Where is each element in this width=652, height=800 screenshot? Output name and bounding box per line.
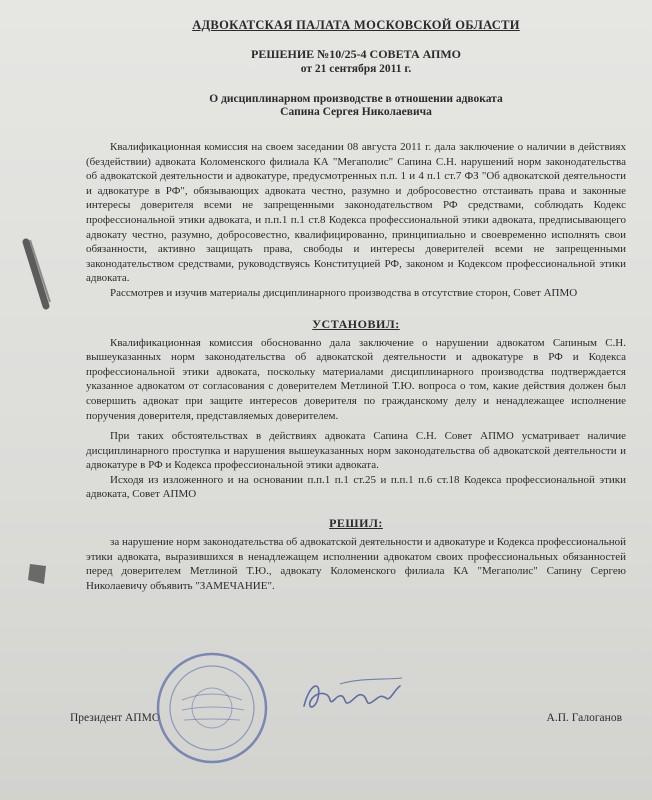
subject-line-2: Сапина Сергея Николаевича xyxy=(280,106,432,118)
round-seal-stamp xyxy=(152,648,272,768)
president-name: А.П. Галоганов xyxy=(546,712,622,724)
decided-paragraph: за нарушение норм законодательства об адвокатской деятельности и адвокатуре и Кодекса профессиональной этики адвоката, выразившихся в ненадлежащем исполнении адвокатом своих профессиональных обязанностей перед доверителем Метлиной Т.Ю., адвокату Коломенского филиала КА "Мегаполис" Сапину Сергею Николаевичу объявить "ЗАМЕЧАНИЕ". xyxy=(86,536,626,592)
org-title: АДВОКАТСКАЯ ПАЛАТА МОСКОВСКОЙ ОБЛАСТИ xyxy=(192,18,520,32)
intro-paragraph: Квалификационная комиссия на своем заседании 08 августа 2011 г. дала заключение о наличии в действиях (бездействии) адвоката Коломенского филиала КА "Мегаполис" Сапина С.Н. нарушений норм законодательства об адвокатской деятельности и адвокатуре, предусмотренных п.п. 1 и 4 п.1 ст.7 ФЗ "Об адвокатской деятельности и адвокатуре в РФ", обязывающих адвоката честно, разумно и добросовестно отстаивать права и законные интересы доверителя всеми не запрещенными законодательством РФ средствами, соблюдать Кодекс профессиональной этики адвоката, и п.п.1 п.1 ст.8 Кодекса профессиональной этики адвоката, предписывающего адвокату честно, разумно, добросовестно, квалифицированно, принципиально и своевременно исполнять свои обязанности, активно защищать права, свободы и интересы доверителей всеми не запрещенными законодательством средствами, руководствуясь Конституцией РФ, законом и Кодексом профессиональной этики адвоката. xyxy=(86,141,626,285)
binder-hole-icon xyxy=(24,560,54,590)
established-paragraph-1: Квалификационная комиссия обоснованно дала заключение о нарушении адвокатом Сапиным С.Н. вышеуказанных норм законодательства об адвокатской деятельности и адвокатуре в РФ и Кодекса профессиональной этики адвоката, поскольку материалами дисциплинарного производства подтверждается указанное адвокатом от согласования с доверителем Метлиной Т.Ю. вопроса о том, какие действия должен был совершить адвокат при защите интересов доверителя по гражданскому делу и ненадлежащее исполнение поручения доверителя, представляемых доверителем. xyxy=(86,336,626,422)
decision-title: РЕШЕНИЕ №10/25-4 СОВЕТА АПМО xyxy=(250,47,462,61)
decision-date: от 21 сентября 2011 г. xyxy=(300,63,412,75)
section-decided-title: РЕШИЛ: xyxy=(329,516,383,531)
established-paragraph-3: Исходя из изложенного и на основании п.п.1 п.1 ст.25 и п.п.1 п.6 ст.18 Кодекса профессиональной этики адвоката, Совет АПМО xyxy=(86,473,626,501)
review-paragraph: Рассмотрев и изучив материалы дисциплинарного производства в отсутствие сторон, Совет АПМО xyxy=(110,286,578,299)
binder-clip-icon xyxy=(16,236,60,316)
handwritten-signature xyxy=(300,672,410,720)
established-paragraph-2: При таких обстоятельствах в действиях адвоката Сапина С.Н. Совет АПМО усматривает наличие дисциплинарного проступка и нарушения вышеуказанных норм законодательства об адвокатской деятельности и адвокатуре в РФ и Кодекса профессиональной этики адвоката. xyxy=(86,430,626,472)
president-title: Президент АПМО xyxy=(70,712,161,724)
subject-line-1: О дисциплинарном производстве в отношении адвоката xyxy=(209,93,503,105)
document-body xyxy=(86,18,626,593)
section-established-title: УСТАНОВИЛ: xyxy=(312,316,400,331)
